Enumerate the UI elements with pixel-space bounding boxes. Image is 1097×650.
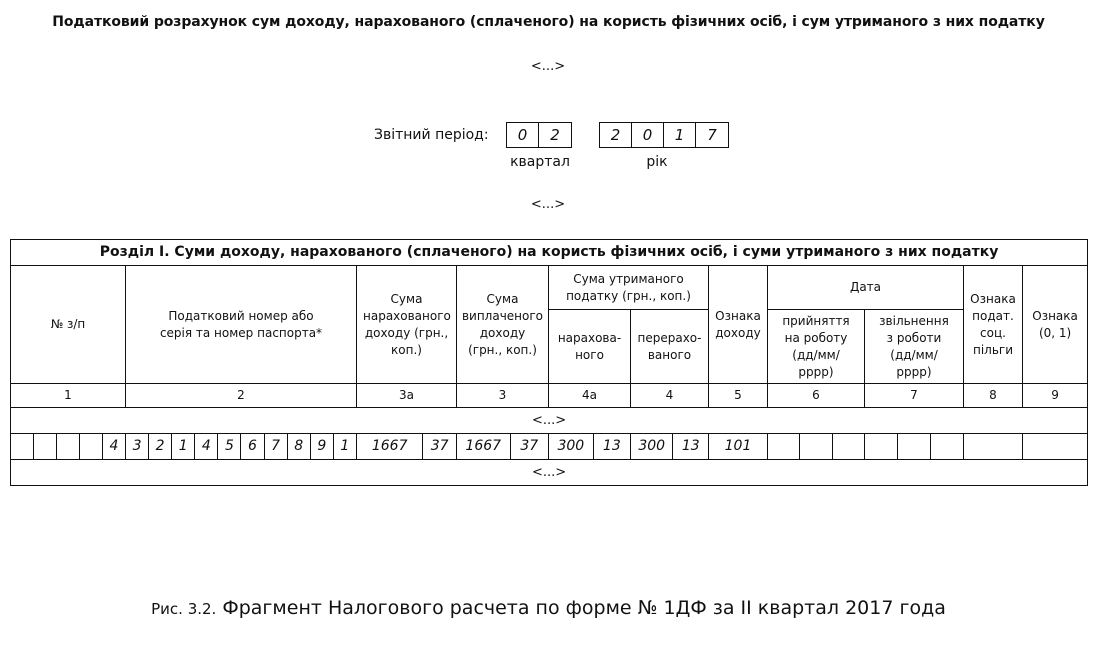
reporting-period-label: Звітний період: <box>374 127 489 143</box>
accrued-income-value <box>357 434 456 459</box>
kop-part: 13 <box>602 438 621 454</box>
dismissal-date-cells <box>865 434 963 459</box>
header-tax-accrued: нарахова-ного <box>549 310 631 384</box>
social-benefit-value <box>964 434 1023 460</box>
uah-part: 1667 <box>457 434 511 459</box>
figure-text: Фрагмент Налогового расчета по форме № 1ДФ за II квартал 2017 года <box>222 597 946 619</box>
digit-cell: 6 <box>241 434 264 459</box>
digit-cell <box>768 434 800 459</box>
tax-accrued-value <box>549 434 630 459</box>
header-flag: Ознака (0, 1) <box>1023 266 1088 384</box>
column-number: 9 <box>1023 384 1088 408</box>
digit-cell: 4 <box>195 434 218 459</box>
ellipsis-row: <...> <box>11 460 1088 486</box>
tax-id-cells <box>126 434 356 459</box>
ellipsis-middle: <...> <box>530 197 566 212</box>
ellipsis-row: <...> <box>11 408 1088 434</box>
digit-cell <box>800 434 832 459</box>
form-title: Податковий розрахунок сум доходу, нарахованого (сплаченого) на користь фізичних осіб, і сум утриманого з них податку <box>52 14 1045 30</box>
digit-cell: 5 <box>218 434 241 459</box>
section-title: Розділ I. Суми доходу, нарахованого (сплаченого) на користь фізичних осіб, і суми утриманого з них податку <box>11 240 1088 266</box>
digit-cell: 1 <box>340 438 350 454</box>
column-number: 6 <box>768 384 865 408</box>
column-number: 3а <box>357 384 457 408</box>
year-digit: 0 <box>632 123 664 147</box>
row-number-cells <box>11 434 125 459</box>
header-tax-withheld: Сума утриманого податку (грн., коп.) <box>549 266 709 310</box>
digit-cell: 9 <box>311 434 334 459</box>
digit-cell <box>898 434 931 459</box>
column-number: 5 <box>709 384 768 408</box>
kop-part: 37 <box>430 438 449 454</box>
digit-cell: 4 <box>109 438 119 454</box>
kop-part: 13 <box>681 438 700 454</box>
digit-cell <box>833 434 864 459</box>
header-row-number: № з/п <box>11 266 126 384</box>
year-caption: рік <box>646 154 668 170</box>
column-number: 8 <box>964 384 1023 408</box>
figure-caption <box>0 597 1097 619</box>
header-tax-id: Податковий номер або серія та номер паспорта* <box>126 266 357 384</box>
column-number: 4 <box>631 384 709 408</box>
column-number: 2 <box>126 384 357 408</box>
column-number: 7 <box>865 384 964 408</box>
digit-cell: 3 <box>126 434 149 459</box>
column-number: 1 <box>11 384 126 408</box>
digit-cell: 7 <box>265 434 288 459</box>
year-digit: 2 <box>600 123 632 147</box>
hire-date-cells <box>768 434 864 459</box>
header-social-benefit: Ознака подат. соц. пільги <box>964 266 1023 384</box>
quarter-caption: квартал <box>510 154 570 170</box>
digit-cell <box>34 434 57 459</box>
income-sign-value: 101 <box>724 438 752 454</box>
quarter-digit: 0 <box>507 123 539 147</box>
header-accrued-income: Сума нарахованого доходу (грн., коп.) <box>357 266 457 384</box>
year-boxes <box>599 122 729 148</box>
digit-cell <box>931 434 963 459</box>
kop-part: 37 <box>520 438 539 454</box>
section-one-table <box>10 239 1088 486</box>
header-paid-income: Сума виплаченого доходу (грн., коп.) <box>457 266 549 384</box>
uah-part: 300 <box>631 434 673 459</box>
quarter-boxes <box>506 122 572 148</box>
paid-income-value <box>457 434 548 459</box>
digit-cell <box>11 434 34 459</box>
column-number: 3 <box>457 384 549 408</box>
quarter-digit: 2 <box>550 126 560 144</box>
tax-paid-value <box>631 434 708 459</box>
flag-value <box>1023 434 1088 460</box>
uah-part: 1667 <box>357 434 423 459</box>
column-number: 4а <box>549 384 631 408</box>
digit-cell <box>57 434 80 459</box>
table-row <box>11 434 1088 460</box>
uah-part: 300 <box>549 434 594 459</box>
year-digit: 7 <box>707 126 717 144</box>
header-income-sign: Ознака доходу <box>709 266 768 384</box>
digit-cell: 8 <box>288 434 311 459</box>
digit-cell <box>865 434 898 459</box>
year-digit: 1 <box>664 123 696 147</box>
header-date: Дата <box>768 266 964 310</box>
digit-cell: 2 <box>149 434 172 459</box>
header-hire-date: прийняття на роботу (дд/мм/ рррр) <box>768 310 865 384</box>
header-tax-paid: перерахо-ваного <box>631 310 709 384</box>
digit-cell: 1 <box>172 434 195 459</box>
figure-number: Рис. 3.2. <box>151 600 217 618</box>
digit-cell <box>80 434 103 459</box>
ellipsis-top: <...> <box>530 59 566 74</box>
header-dismissal-date: звільнення з роботи (дд/мм/ рррр) <box>865 310 964 384</box>
